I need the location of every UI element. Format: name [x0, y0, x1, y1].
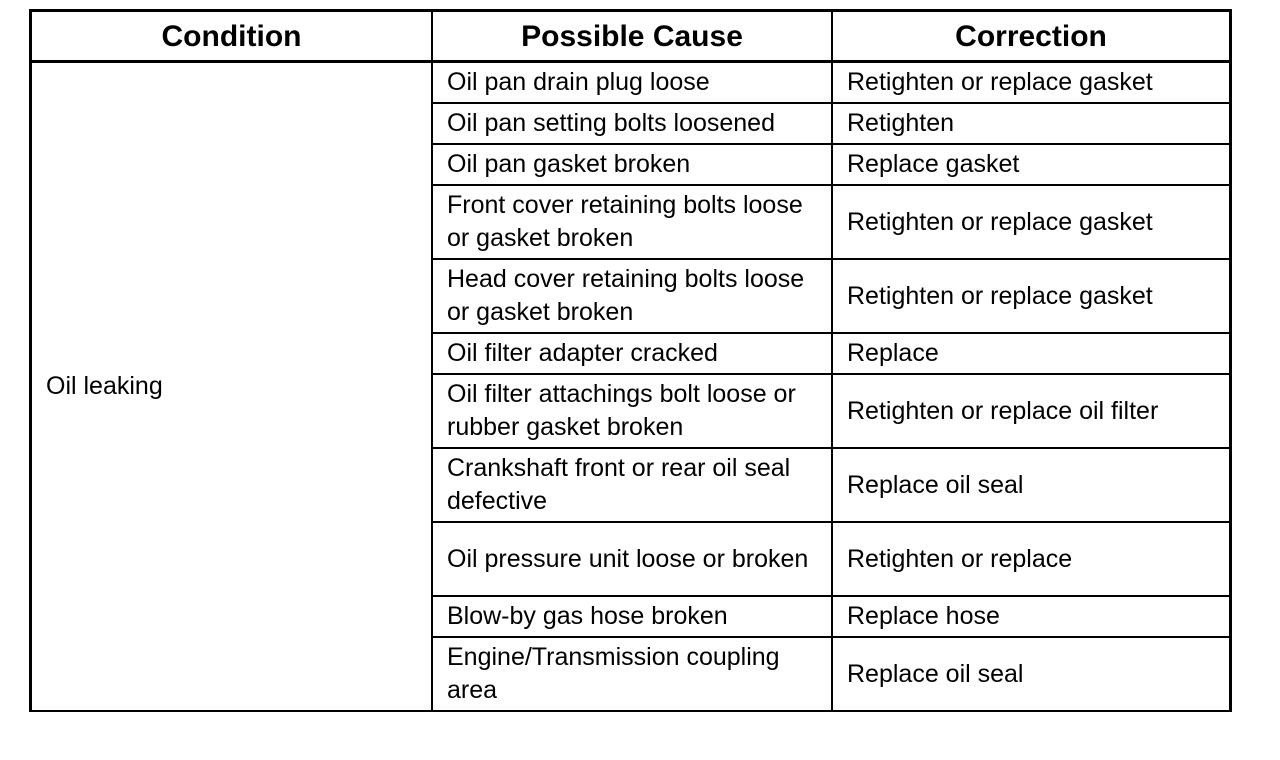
cause-cell: Oil pan drain plug loose [432, 62, 832, 104]
cause-cell: Crankshaft front or rear oil seal defective [432, 448, 832, 522]
table-header-row [32, 12, 1229, 62]
correction-cell: Replace oil seal [832, 448, 1229, 522]
correction-cell: Retighten or replace oil filter [832, 374, 1229, 448]
table-row [32, 62, 1229, 104]
cause-cell: Oil pan setting bolts loosened [432, 103, 832, 144]
correction-cell: Retighten or replace gasket [832, 62, 1229, 104]
cause-cell: Oil filter adapter cracked [432, 333, 832, 374]
correction-cell: Replace hose [832, 596, 1229, 637]
cause-cell: Front cover retaining bolts loose or gasket broken [432, 185, 832, 259]
correction-cell: Replace [832, 333, 1229, 374]
cause-cell: Oil filter attachings bolt loose or rubber gasket broken [432, 374, 832, 448]
correction-cell: Retighten or replace gasket [832, 259, 1229, 333]
header-possible-cause: Possible Cause [432, 12, 832, 62]
troubleshooting-table [32, 12, 1229, 712]
cause-cell: Blow-by gas hose broken [432, 596, 832, 637]
correction-cell: Retighten [832, 103, 1229, 144]
cause-cell: Oil pressure unit loose or broken [432, 522, 832, 596]
cause-cell: Oil pan gasket broken [432, 144, 832, 185]
correction-cell: Retighten or replace [832, 522, 1229, 596]
cause-cell: Engine/Transmission coupling area [432, 637, 832, 711]
correction-cell: Retighten or replace gasket [832, 185, 1229, 259]
troubleshooting-table-container [29, 9, 1232, 712]
header-correction: Correction [832, 12, 1229, 62]
correction-cell: Replace gasket [832, 144, 1229, 185]
header-condition: Condition [32, 12, 432, 62]
cause-cell: Head cover retaining bolts loose or gasket broken [432, 259, 832, 333]
correction-cell: Replace oil seal [832, 637, 1229, 711]
condition-cell: Oil leaking [32, 62, 432, 712]
